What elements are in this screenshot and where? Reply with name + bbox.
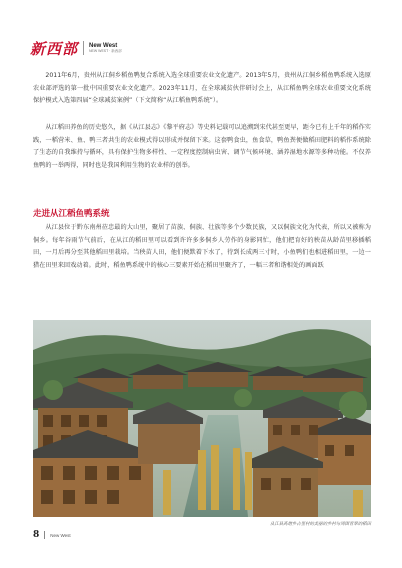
logo-english-name: New West	[89, 42, 118, 49]
logo-subtitle: NEW WEST · 新西部	[89, 48, 122, 53]
section-paragraph	[33, 222, 371, 272]
page-footer	[33, 530, 71, 540]
magazine-header	[30, 38, 122, 58]
logo-english-block	[89, 43, 122, 54]
magazine-logo: 新西部	[30, 39, 79, 58]
logo-divider	[83, 41, 84, 55]
intro-paragraph-1	[33, 70, 371, 108]
footer-divider	[44, 531, 45, 539]
intro-paragraph-2	[33, 122, 371, 172]
village-photo	[33, 320, 371, 517]
paragraph-text: 2011年6月，贵州从江侗乡稻鱼鸭复合系统入选全球重要农业文化遗产。2013年5月，贵州从江侗乡稻鱼鸭系统入选原农业部评选的第一批中国重要农业文化遗产。2023年11月，在全球减贫伙伴研讨会上，从江稻鱼鸭全球农业重要文化系统保护模式入选第四届“全球减贫案例”（下文简称“从江稻鱼鸭系统”）。	[33, 72, 371, 105]
footer-brand: New West	[50, 532, 71, 538]
photo-caption: 从江县高增乡占里村的美丽的乡村与周围青翠的稻田	[270, 522, 371, 527]
section-heading: 走进从江稻鱼鸭系统	[33, 209, 110, 219]
paragraph-text: 从江县位于黔东南州莅忠最的大山里，聚居了苗族、侗族、壮族等多个少数民族，又以侗族文化为代表，所以又被称为侗乡。每年谷雨节气前后，在从江的稻田里可以看到许许多多侗乡人劳作的身影同忙，他们把育好的秧苗从龄苗里移插稻田，一月后再分至其他稻田里栽培。当秧苗人田，他们便默着下水了，待到长成两三寸时，小鱼鸭们也相进稻田里，一边一猎在田里来回戏动着。此时，稻鱼鸭系统中的核心三要素开始在稻田里聚齐了，一幅三者和谐相处的画面跃	[33, 224, 371, 269]
page-number: 8	[33, 530, 40, 540]
paragraph-text: 从江稻田养鱼的历史悠久，据《从江县志》《黎平府志》等史料记载可以追溯到宋代甚至更早，距今已有上千年的稻作实践，一稻营米、鱼、鸭三者共生的农业模式得以形成并保留下来。这套鸭食虫，鱼食草，鸭鱼粪便做稻田肥料的稻作系统除了生态的自我维持与循环，具有保护生物多样性、一定程度控制病虫害、调节气候环境、涵养湿地水源等多种功能。不仅养鱼鸭的一举两得，同时也是我国利用生物的农业样的创举。	[33, 124, 371, 169]
